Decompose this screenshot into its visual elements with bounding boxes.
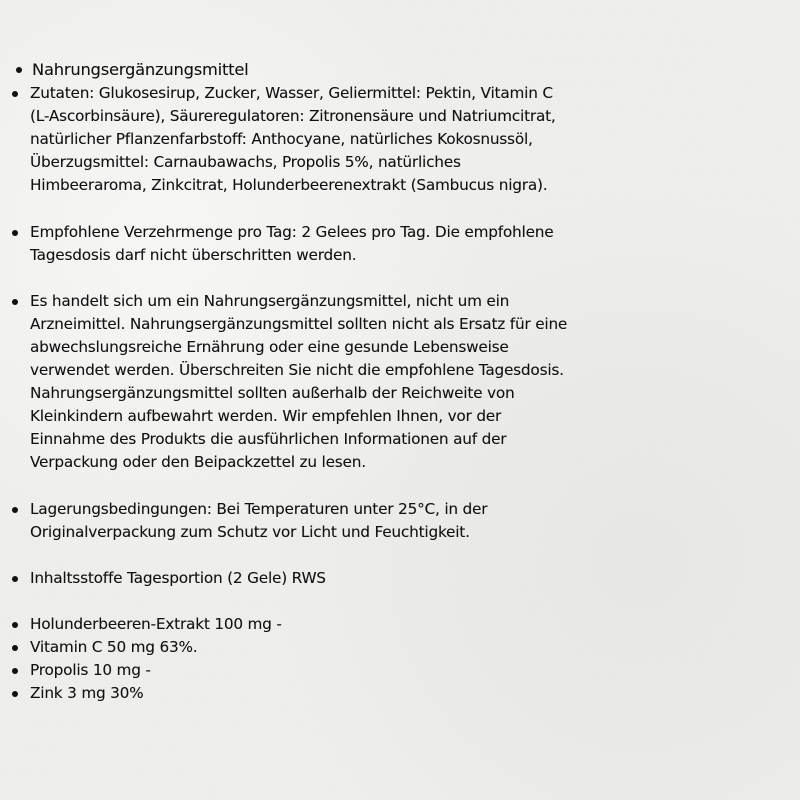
bullet-icon <box>12 299 18 305</box>
nutrient-item <box>8 659 568 682</box>
dosage-item <box>8 221 568 267</box>
storage-text: Lagerungsbedingungen: Bei Temperaturen unter 25°C, in der Originalverpackung zum Schutz vor Licht und Feuchtigkeit. <box>30 499 488 541</box>
storage-item <box>8 498 568 544</box>
bullet-icon <box>12 507 18 513</box>
warning-item <box>8 290 568 475</box>
bullet-icon <box>12 91 18 97</box>
ingredients-text: Zutaten: Glukosesirup, Zucker, Wasser, Geliermittel: Pektin, Vitamin C (L-Ascorbinsäure), Säureregulatoren: Zitronensäure und Natriumcitrat, natürlicher Pflanzenfarbstoff: Anthocyane, natürliches Kokosnussöl, Überzugsmittel: Carnaubawachs, Propolis 5%, natürliches Himbeeraroma, Zinkcitrat, Holunderbeerenextrakt (Sambucus nigra). <box>30 84 556 195</box>
product-type-title <box>8 58 568 81</box>
ingredients-item <box>8 82 568 197</box>
nutrient-item <box>8 636 568 659</box>
product-info-list <box>8 58 568 705</box>
bullet-icon <box>12 645 18 651</box>
nutrients-header-text: Inhaltsstoffe Tagesportion (2 Gele) RWS <box>30 568 326 587</box>
bullet-icon <box>16 67 22 73</box>
nutrient-item <box>8 613 568 636</box>
product-type-text: Nahrungsergänzungsmittel <box>32 60 249 79</box>
nutrient-text: Propolis 10 mg - <box>30 660 151 679</box>
dosage-text: Empfohlene Verzehrmenge pro Tag: 2 Gelees pro Tag. Die empfohlene Tagesdosis darf nicht überschritten werden. <box>30 222 554 264</box>
nutrient-item <box>8 682 568 705</box>
warning-text: Es handelt sich um ein Nahrungsergänzungsmittel, nicht um ein Arzneimittel. Nahrungsergänzungsmittel sollten nicht als Ersatz für eine abwechslungsreiche Ernährung oder eine gesunde Lebensweise verwendet werden. Überschreiten Sie nicht die empfohlene Tagesdosis. Nahrungsergänzungsmittel sollten außerhalb der Reichweite von Kleinkindern aufbewahrt werden. Wir empfehlen Ihnen, vor der Einnahme des Produkts die ausführlichen Informationen auf der Verpackung oder den Beipackzettel zu lesen. <box>30 291 568 472</box>
bullet-icon <box>12 691 18 697</box>
nutrients-header-item <box>8 567 568 590</box>
bullet-icon <box>12 230 18 236</box>
nutrient-text: Holunderbeeren-Extrakt 100 mg - <box>30 614 282 633</box>
bullet-icon <box>12 668 18 674</box>
bullet-icon <box>12 622 18 628</box>
product-info-sheet <box>8 58 568 705</box>
nutrient-text: Zink 3 mg 30% <box>30 684 144 703</box>
bullet-icon <box>12 576 18 582</box>
nutrient-text: Vitamin C 50 mg 63%. <box>30 637 198 656</box>
